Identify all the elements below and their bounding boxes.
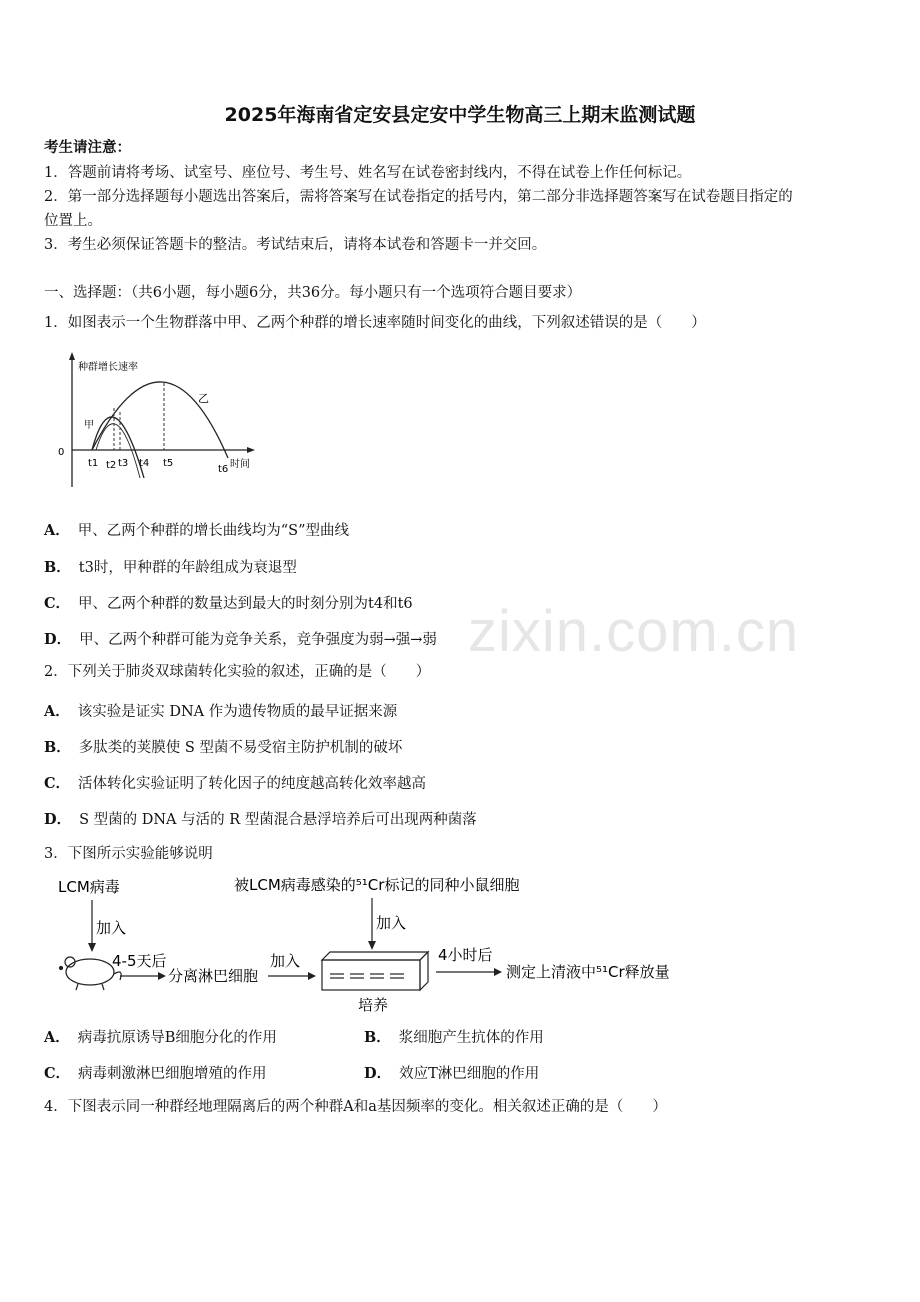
q2-stem: 2．下列关于肺炎双球菌转化实验的叙述，正确的是（ ） xyxy=(44,664,431,680)
q3-option-c[interactable]: C． 病毒刺激淋巴细胞增殖的作用 xyxy=(44,1065,267,1082)
q2-option-a[interactable]: A． 该实验是证实 DNA 作为遗传物质的最早证据来源 xyxy=(44,703,398,720)
tick-t3: t3 xyxy=(118,458,129,469)
separate-label: 分离淋巴细胞 xyxy=(168,967,259,985)
notice-item: 2．第一部分选择题每小题选出答案后，需将答案写在试卷指定的括号内，第二部分非选择题答案写在试卷题目指定的 xyxy=(44,189,793,205)
q3-option-b[interactable]: B． 浆细胞产生抗体的作用 xyxy=(364,1029,544,1046)
q4-stem: 4．下图表示同一种群经地理隔离后的两个种群A和a基因频率的变化。相关叙述正确的是（ ） xyxy=(44,1099,667,1115)
q1-stem: 1．如图表示一个生物群落中甲、乙两个种群的增长速率随时间变化的曲线，下列叙述错误的是（ ） xyxy=(44,315,706,331)
origin-label: 0 xyxy=(58,447,65,458)
page-title: 2025年海南省定安县定安中学生物高三上期末监测试题 xyxy=(224,104,696,126)
q3-experiment-figure xyxy=(48,868,708,1018)
hours-label: 4小时后 xyxy=(438,946,493,964)
add-label-3: 加入 xyxy=(376,914,407,932)
infected-cells-label: 被LCM病毒感染的⁵¹Cr标记的同种小鼠细胞 xyxy=(234,876,520,894)
y-axis-label: 种群增长速率 xyxy=(78,362,138,373)
q1-option-c[interactable]: C． 甲、乙两个种群的数量达到最大的时刻分别为t4和t6 xyxy=(44,595,413,612)
x-axis-label: 时间 xyxy=(230,459,250,470)
q1-option-d[interactable]: D． 甲、乙两个种群可能为竞争关系，竞争强度为弱→强→弱 xyxy=(44,631,437,648)
q1-growth-rate-figure xyxy=(50,350,260,490)
watermark: zixin.com.cn xyxy=(468,599,800,664)
q1-option-b[interactable]: B． t3时，甲种群的年龄组成为衰退型 xyxy=(44,559,297,576)
q1-option-a[interactable]: A． 甲、乙两个种群的增长曲线均为“S”型曲线 xyxy=(44,522,350,539)
virus-label: LCM病毒 xyxy=(58,878,120,896)
tick-t2: t2 xyxy=(106,460,117,471)
tick-t6: t6 xyxy=(218,464,229,475)
q2-option-b[interactable]: B． 多肽类的荚膜使 S 型菌不易受宿主防护机制的破坏 xyxy=(44,739,403,756)
tick-t4: t4 xyxy=(139,458,150,469)
q3-option-a[interactable]: A． 病毒抗原诱导B细胞分化的作用 xyxy=(44,1029,277,1046)
notice-item: 1．答题前请将考场、试室号、座位号、考生号、姓名写在试卷密封线内，不得在试卷上作任何标记。 xyxy=(44,165,692,181)
culture-label: 培养 xyxy=(358,996,389,1014)
curve-yi-label: 乙 xyxy=(198,392,209,405)
measure-label: 测定上清液中⁵¹Cr释放量 xyxy=(506,963,670,981)
days-label: 4-5天后 xyxy=(112,952,167,970)
tick-t5: t5 xyxy=(163,458,174,469)
q2-option-d[interactable]: D． S 型菌的 DNA 与活的 R 型菌混合悬浮培养后可出现两种菌落 xyxy=(44,811,477,828)
culture-plate-icon xyxy=(322,952,428,990)
notice-item: 3．考生必须保证答题卡的整洁。考试结束后，请将本试卷和答题卡一并交回。 xyxy=(44,237,547,253)
add-label-2: 加入 xyxy=(270,952,301,970)
q3-stem: 3．下图所示实验能够说明 xyxy=(44,846,213,862)
notice-item: 位置上。 xyxy=(44,213,102,229)
q2-option-c[interactable]: C． 活体转化实验证明了转化因子的纯度越高转化效率越高 xyxy=(44,775,427,792)
notice-heading: 考生请注意： xyxy=(44,139,131,156)
add-label-1: 加入 xyxy=(96,919,127,937)
tick-t1: t1 xyxy=(88,458,99,469)
section-heading: 一、选择题：（共6小题，每小题6分，共36分。每小题只有一个选项符合题目要求） xyxy=(44,285,582,301)
curve-jia-label: 甲 xyxy=(84,420,94,431)
q3-option-d[interactable]: D． 效应T淋巴细胞的作用 xyxy=(364,1065,540,1082)
